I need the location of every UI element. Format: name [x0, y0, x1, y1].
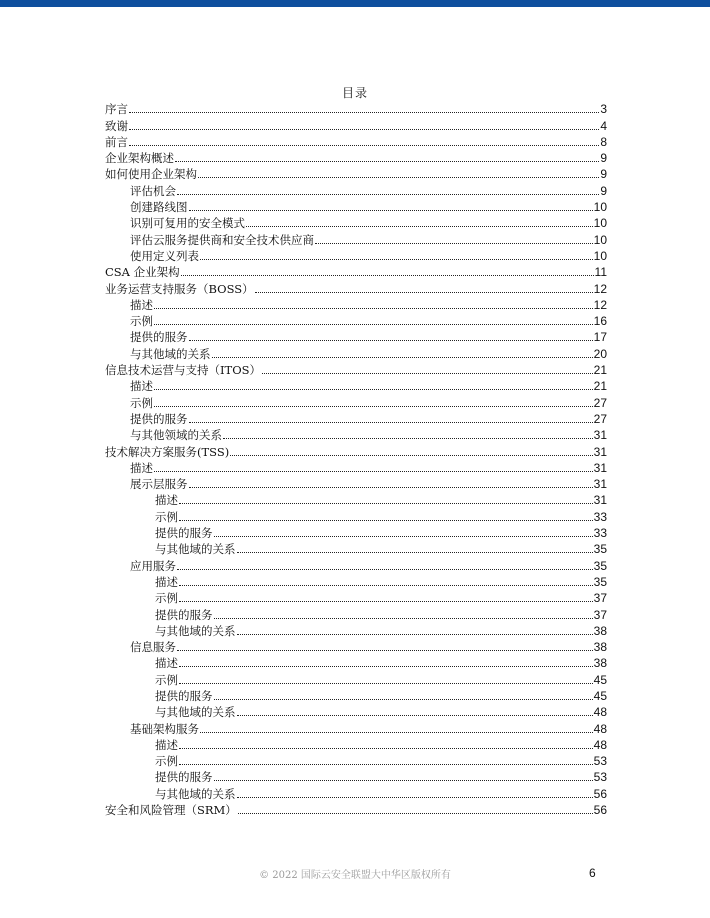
dot-leader	[179, 601, 593, 602]
dot-leader	[198, 177, 599, 178]
toc-entry-label: 与其他域的关系	[155, 786, 236, 801]
toc-entry-page: 31	[593, 428, 607, 443]
dot-leader	[129, 129, 599, 130]
toc-entry-label: 提供的服务	[155, 770, 213, 785]
toc-entry-label: 示例	[155, 591, 178, 606]
dot-leader	[238, 813, 593, 814]
toc-entry-page: 56	[593, 803, 607, 818]
toc-entry-page: 38	[593, 656, 607, 671]
toc-entry[interactable]	[105, 133, 607, 149]
toc-entry-page: 31	[593, 460, 607, 475]
toc-entry-label: 与其他领域的关系	[130, 428, 222, 443]
toc-entry-label: 展示层服务	[130, 477, 188, 492]
dot-leader	[179, 520, 593, 521]
toc-entry-page: 27	[593, 395, 607, 410]
toc-entry-label: CSA 企业架构	[105, 265, 180, 280]
toc-entry[interactable]	[105, 149, 607, 165]
toc-entry-page: 48	[593, 705, 607, 720]
toc-entry-page: 21	[593, 379, 607, 394]
toc-entry-page: 20	[593, 346, 607, 361]
toc-entry[interactable]	[105, 442, 607, 458]
dot-leader	[179, 683, 593, 684]
toc-entry-label: 信息技术运营与支持（ITOS）	[105, 363, 262, 378]
toc-entry[interactable]	[105, 279, 607, 295]
toc-entry[interactable]	[105, 540, 607, 556]
dot-leader	[189, 487, 593, 488]
dot-leader	[181, 275, 594, 276]
toc-entry-label: 示例	[155, 509, 178, 524]
dot-leader	[214, 618, 593, 619]
toc-entry-page: 35	[593, 542, 607, 557]
toc-entry-label: 业务运营支持服务（BOSS）	[105, 281, 254, 296]
toc-entry-label: 安全和风险管理（SRM）	[105, 803, 237, 818]
toc-entry[interactable]	[105, 703, 607, 719]
toc-entry-label: 描述	[155, 574, 178, 589]
toc-entry-label: 识别可复用的安全模式	[130, 216, 245, 231]
dot-leader	[230, 455, 592, 456]
toc-entry-label: 基础架构服务	[130, 721, 199, 736]
toc-entry-page: 31	[593, 493, 607, 508]
dot-leader	[154, 471, 593, 472]
toc-entry-page: 35	[593, 574, 607, 589]
dot-leader	[214, 780, 593, 781]
toc-entry[interactable]	[105, 475, 607, 491]
toc-entry[interactable]	[105, 670, 607, 686]
dot-leader	[154, 308, 593, 309]
toc-entry-label: 创建路线图	[130, 200, 188, 215]
toc-entry[interactable]	[105, 638, 607, 654]
toc-entry-label: 与其他域的关系	[155, 623, 236, 638]
dot-leader	[177, 569, 593, 570]
toc-entry-page: 10	[593, 232, 607, 247]
dot-leader	[154, 324, 593, 325]
toc-entry-page: 33	[593, 509, 607, 524]
toc-entry-page: 33	[593, 526, 607, 541]
toc-entry[interactable]	[105, 214, 607, 230]
toc-entry-label: 示例	[130, 314, 153, 329]
toc-entry-page: 16	[593, 314, 607, 329]
toc-entry-page: 38	[593, 623, 607, 638]
dot-leader	[154, 389, 593, 390]
toc-entry-label: 提供的服务	[155, 688, 213, 703]
toc-entry-page: 10	[593, 200, 607, 215]
toc-entry-page: 9	[600, 183, 607, 198]
dot-leader	[200, 732, 593, 733]
toc-entry-page: 11	[594, 265, 607, 280]
toc-entry[interactable]	[105, 263, 607, 279]
toc-entry-page: 37	[593, 607, 607, 622]
toc-entry[interactable]	[105, 784, 607, 800]
toc-entry-page: 45	[593, 688, 607, 703]
toc-entry-label: 示例	[155, 754, 178, 769]
toc-entry[interactable]	[105, 491, 607, 507]
toc-entry-page: 3	[600, 102, 607, 117]
toc-entry-label: 示例	[155, 672, 178, 687]
dot-leader	[177, 194, 599, 195]
toc-entry[interactable]	[105, 719, 607, 735]
dot-leader	[200, 259, 593, 260]
toc-entry-page: 21	[593, 363, 607, 378]
dot-leader	[177, 650, 593, 651]
toc-entry[interactable]	[105, 687, 607, 703]
dot-leader	[315, 243, 593, 244]
toc-entry[interactable]	[105, 556, 607, 572]
toc-entry[interactable]	[105, 344, 607, 360]
toc-entry-label: 描述	[155, 493, 178, 508]
toc-entry-page: 35	[593, 558, 607, 573]
toc-entry-label: 企业架构概述	[105, 151, 174, 166]
toc-entry-label: 如何使用企业架构	[105, 167, 197, 182]
toc-entry-page: 10	[593, 216, 607, 231]
dot-leader	[179, 748, 593, 749]
toc-entry-label: 提供的服务	[130, 330, 188, 345]
dot-leader	[189, 210, 593, 211]
toc-entry-page: 12	[593, 297, 607, 312]
dot-leader	[237, 634, 593, 635]
toc-entry-label: 与其他域的关系	[155, 705, 236, 720]
toc-entry[interactable]	[105, 410, 607, 426]
toc-entry-label: 描述	[130, 379, 153, 394]
toc-entry-label: 描述	[130, 297, 153, 312]
dot-leader	[129, 145, 599, 146]
toc-entry[interactable]	[105, 736, 607, 752]
toc-entry-label: 提供的服务	[130, 411, 188, 426]
dot-leader	[255, 292, 593, 293]
toc-entry[interactable]	[105, 801, 607, 817]
toc-entry-label: 提供的服务	[155, 607, 213, 622]
toc-entry-page: 9	[600, 151, 607, 166]
dot-leader	[175, 161, 599, 162]
toc-entry-page: 31	[593, 477, 607, 492]
dot-leader	[223, 438, 593, 439]
dot-leader	[129, 112, 599, 113]
toc-entry-page: 56	[593, 786, 607, 801]
toc-title: 目录	[341, 86, 368, 100]
toc-entry[interactable]	[105, 247, 607, 263]
toc-entry[interactable]	[105, 589, 607, 605]
toc-entry-label: 应用服务	[130, 558, 176, 573]
toc-entry-page: 48	[593, 721, 607, 736]
dot-leader	[214, 699, 593, 700]
toc-entry-page: 31	[593, 444, 607, 459]
dot-leader	[262, 373, 593, 374]
toc-entry[interactable]	[105, 426, 607, 442]
toc-entry-label: 示例	[130, 395, 153, 410]
toc-entry-page: 4	[600, 118, 607, 133]
toc-entry[interactable]	[105, 622, 607, 638]
header-accent-bar	[0, 0, 710, 7]
toc-entry-page: 9	[600, 167, 607, 182]
toc-entry[interactable]	[105, 752, 607, 768]
dot-leader	[189, 340, 593, 341]
dot-leader	[214, 536, 593, 537]
toc-entry[interactable]	[105, 328, 607, 344]
toc-entry[interactable]	[105, 377, 607, 393]
toc-entry-label: 评估机会	[130, 183, 176, 198]
toc-entry[interactable]	[105, 296, 607, 312]
toc-entry-page: 17	[593, 330, 607, 345]
toc-entry[interactable]	[105, 393, 607, 409]
toc-entry[interactable]	[105, 198, 607, 214]
toc-entry-page: 48	[593, 737, 607, 752]
dot-leader	[179, 666, 593, 667]
toc-entry-label: 与其他域的关系	[130, 346, 211, 361]
dot-leader	[237, 797, 593, 798]
toc-entry[interactable]	[105, 165, 607, 181]
page-number: 6	[589, 866, 596, 880]
toc-entry-page: 10	[593, 248, 607, 263]
toc-entry-label: 描述	[155, 656, 178, 671]
toc-entry-page: 53	[593, 754, 607, 769]
toc-entry[interactable]	[105, 459, 607, 475]
toc-entry-label: 前言	[105, 134, 128, 149]
toc-entry[interactable]	[105, 312, 607, 328]
toc-entry[interactable]	[105, 116, 607, 132]
toc-entry-label: 序言	[105, 102, 128, 117]
table-of-contents	[105, 100, 607, 817]
dot-leader	[179, 585, 593, 586]
toc-entry-page: 45	[593, 672, 607, 687]
dot-leader	[237, 552, 593, 553]
toc-entry-label: 描述	[130, 460, 153, 475]
dot-leader	[246, 226, 593, 227]
toc-entry[interactable]	[105, 654, 607, 670]
toc-entry[interactable]	[105, 100, 607, 116]
toc-entry-page: 37	[593, 591, 607, 606]
toc-entry-label: 描述	[155, 737, 178, 752]
toc-entry-page: 12	[593, 281, 607, 296]
toc-entry-page: 27	[593, 411, 607, 426]
copyright-footer: © 2022 国际云安全联盟大中华区版权所有	[259, 870, 451, 881]
toc-entry-label: 使用定义列表	[130, 248, 199, 263]
toc-entry-page: 8	[600, 134, 607, 149]
toc-entry-page: 53	[593, 770, 607, 785]
dot-leader	[189, 422, 593, 423]
dot-leader	[237, 715, 593, 716]
toc-entry[interactable]	[105, 507, 607, 523]
dot-leader	[154, 406, 593, 407]
toc-entry[interactable]	[105, 768, 607, 784]
toc-entry-label: 致谢	[105, 118, 128, 133]
toc-entry-label: 信息服务	[130, 640, 176, 655]
toc-entry-label: 评估云服务提供商和安全技术供应商	[130, 232, 314, 247]
toc-entry[interactable]	[105, 573, 607, 589]
dot-leader	[179, 764, 593, 765]
toc-entry-label: 与其他域的关系	[155, 542, 236, 557]
dot-leader	[179, 503, 593, 504]
toc-entry[interactable]	[105, 361, 607, 377]
toc-entry-page: 38	[593, 640, 607, 655]
dot-leader	[212, 357, 593, 358]
toc-entry-label: 技术解决方案服务(TSS)	[105, 444, 230, 459]
toc-entry[interactable]	[105, 230, 607, 246]
toc-entry[interactable]	[105, 524, 607, 540]
toc-entry-label: 提供的服务	[155, 526, 213, 541]
toc-entry[interactable]	[105, 181, 607, 197]
toc-entry[interactable]	[105, 605, 607, 621]
